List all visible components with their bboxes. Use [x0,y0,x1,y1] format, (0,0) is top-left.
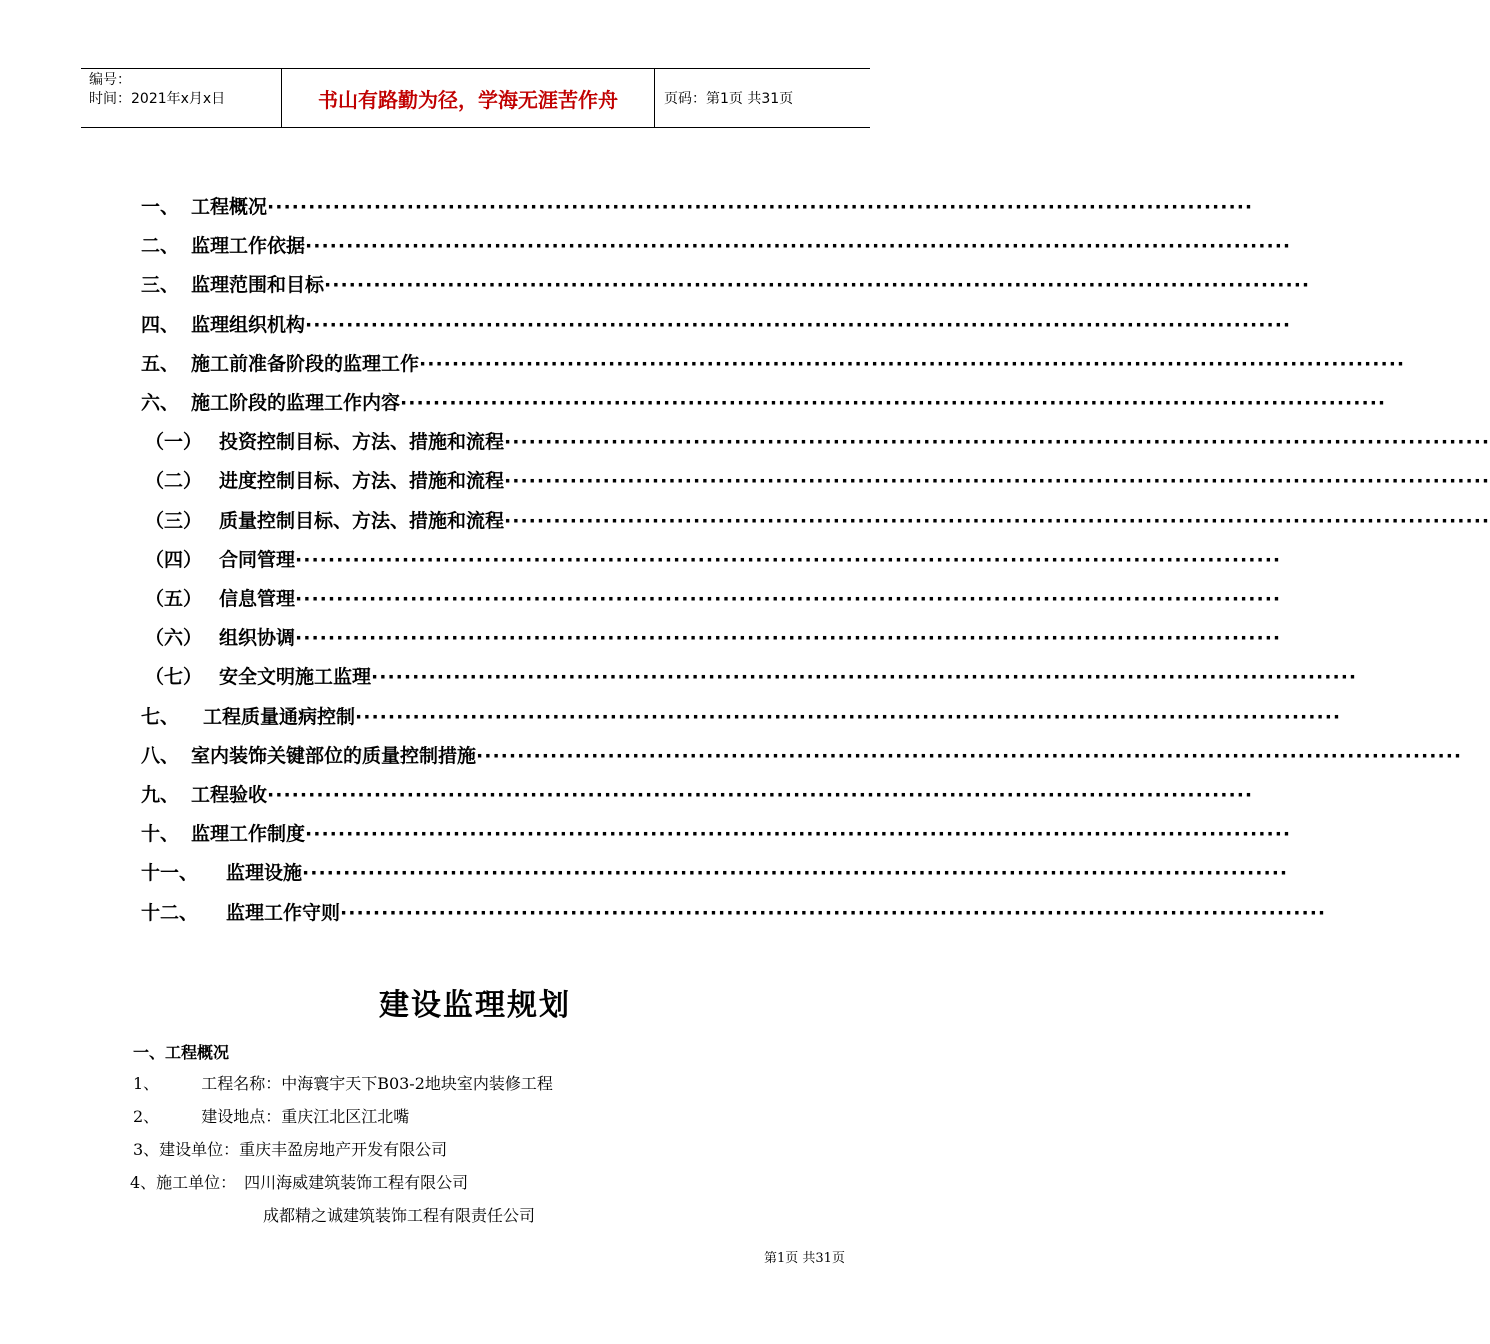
toc-entry-title: 监理工作制度 [191,823,306,846]
info-item-text: 建设地点：重庆江北区江北嘴 [201,1107,410,1126]
info-item-text: 工程名称：中海寰宇天下B03-2地块室内装修工程 [201,1074,553,1093]
toc-entry-number: 三、 [141,274,180,297]
toc-entry-title: 监理工作守则 [226,901,341,924]
toc-entry-number: （四） [145,548,203,571]
header-page-label: 页码：第1页 共31页 [664,91,794,107]
toc-entry [141,270,1311,300]
toc-entry-title: 组织协调 [219,627,296,650]
info-item: 成都精之诚建筑装饰工程有限责任公司 [263,1206,536,1225]
section-heading: 一、工程概况 [133,1043,230,1062]
toc-leader-dots: ························································································································ [267,196,1254,218]
toc-leader-dots: ························································································································ [267,784,1254,806]
toc-entry-title: 工程质量通病控制 [203,705,356,728]
toc-entry [145,427,1490,457]
toc-leader-dots: ························································································································ [504,431,1490,454]
toc-entry [145,584,1282,614]
toc-entry [141,898,1327,928]
toc-entry [141,741,1463,771]
toc-entry-number: （六） [145,627,203,650]
toc-leader-dots: ························································································································ [340,901,1327,924]
toc-entry-number: （七） [145,666,203,689]
toc-entry-title: 监理工作依据 [191,235,306,258]
toc-entry-title: 信息管理 [219,588,296,610]
toc-entry [145,466,1490,496]
toc-entry-title: 室内装饰关键部位的质量控制措施 [191,744,477,767]
toc-entry-title: 进度控制目标、方法、措施和流程 [219,470,505,493]
info-item-num: 2、 [133,1107,160,1126]
toc-entry-number: 七、 [141,705,180,728]
toc-leader-dots: ························································································································ [295,588,1282,610]
toc-entry-title: 施工阶段的监理工作内容 [191,392,401,414]
toc-leader-dots: ························································································································ [476,744,1463,767]
toc-entry-number: 一、 [141,196,180,218]
toc-entry-title: 合同管理 [219,548,296,571]
toc-entry-number: （一） [145,431,203,454]
toc-leader-dots: ························································································································ [371,666,1358,689]
toc-entry-number: 六、 [141,392,180,414]
toc-leader-dots: ························································································································ [355,705,1342,728]
toc-leader-dots: ························································································································ [305,235,1292,258]
toc-entry-number: （二） [145,470,203,493]
document-title: 建设监理规划 [379,988,571,1023]
header-motto: 书山有路勤为径，学海无涯苦作舟 [282,69,655,127]
info-item: 4、施工单位： 四川海威建筑装饰工程有限公司 [130,1173,469,1192]
toc-entry [141,780,1254,810]
header-number-label: 编号： [89,72,131,88]
toc-entry [141,349,1406,379]
toc-entry [145,662,1358,692]
info-item [133,1104,409,1127]
toc-entry-number: 八、 [141,744,180,767]
toc-entry-number: 四、 [141,313,180,336]
toc-entry [141,310,1292,340]
toc-entry-title: 监理设施 [226,862,303,885]
header-meta [81,69,282,127]
info-item [133,1071,553,1094]
toc-entry-number: 十、 [141,823,180,846]
toc-leader-dots: ························································································································ [295,548,1282,571]
info-item-num: 1、 [133,1074,160,1093]
info-item: 3、建设单位：重庆丰盈房地产开发有限公司 [133,1140,448,1159]
toc-entry-title: 监理范围和目标 [191,274,325,297]
toc-entry-title: 工程概况 [191,196,268,218]
toc-leader-dots: ························································································································ [504,509,1490,532]
toc-entry [141,819,1292,849]
toc-leader-dots: ························································································································ [324,274,1311,297]
toc-entry-title: 质量控制目标、方法、措施和流程 [219,509,505,532]
toc-leader-dots: ························································································································ [504,470,1490,493]
toc-entry-number: （五） [145,588,203,610]
toc-leader-dots: ························································································································ [295,627,1282,650]
toc-leader-dots: ························································································································ [305,823,1292,846]
toc-entry [141,192,1254,222]
toc-entry [141,702,1342,732]
page-header [81,68,870,128]
toc-entry-number: 五、 [141,352,180,375]
toc-leader-dots: ························································································································ [305,313,1292,336]
toc-entry [141,231,1292,261]
toc-entry-title: 施工前准备阶段的监理工作 [191,352,420,375]
toc-entry-number: 二、 [141,235,180,258]
toc-leader-dots: ························································································································ [419,352,1406,375]
header-time-label: 时间：2021年x月x日 [89,91,226,107]
toc-entry [141,858,1289,888]
toc-entry [145,545,1282,575]
toc-entry-number: 九、 [141,784,180,806]
toc-entry [145,506,1490,536]
toc-entry [141,388,1387,418]
page-footer: 第1页 共31页 [764,1251,845,1266]
toc-entry-title: 监理组织机构 [191,313,306,336]
toc-entry-title: 工程验收 [191,784,268,806]
toc-entry [145,623,1282,653]
toc-leader-dots: ························································································································ [400,392,1387,414]
toc-leader-dots: ························································································································ [302,862,1289,885]
toc-entry-title: 安全文明施工监理 [219,666,372,689]
toc-entry-number: 十一、 [141,862,199,885]
toc-entry-number: （三） [145,509,203,532]
toc-entry-number: 十二、 [141,901,199,924]
toc-entry-title: 投资控制目标、方法、措施和流程 [219,431,505,454]
